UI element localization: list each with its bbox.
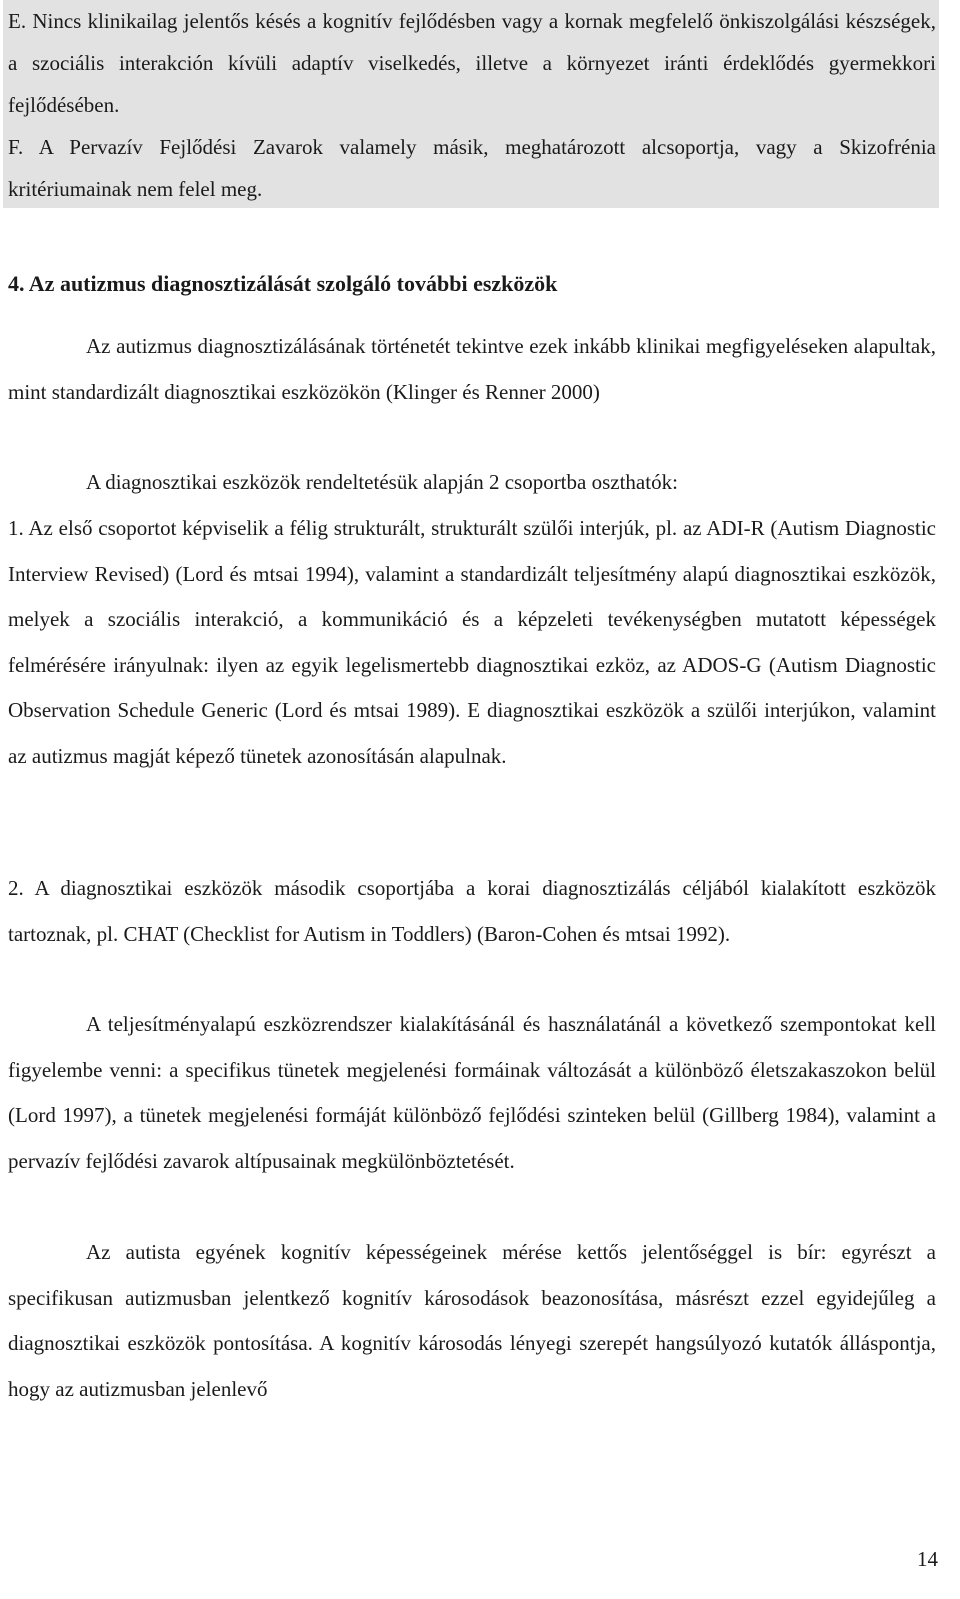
cognitive-paragraph: Az autista egyének kognitív képességeinek mérése kettős jelentőséggel is bír: egyrészt a specifikusan autizmusban jelentkező kognitív károsodások beazonosítása, másrészt ezzel egyidejűleg a diagnosztikai eszközök pontosítása. A kognitív károsodás lényegi szerepét hangsúlyozó kutatók álláspontja, hogy az autizmusban jelenlevő bbox=[8, 1240, 936, 1401]
list-item-1: 1. Az első csoportot képviselik a félig strukturált, strukturált szülői interjúk, pl. az ADI-R (Autism Diagnostic Interview Revised) (Lord és mtsai 1994), valamint a standardizált teljesítmény alapú diagnosztikai eszközök, melyek a szociális interakció, a kommunikáció és a képzeleti tevékenységben mutatott képességek felmérésére irányulnak: ilyen az egyik legelismertebb diagnosztikai ezköz, az ADOS-G (Autism Diagnostic Observation Schedule Generic (Lord és mtsai 1989). E diagnosztikai eszközök a szülői interjúkon, valamint az autizmus magját képező tünetek azonosításán alapulnak. bbox=[8, 516, 936, 768]
criteria-box bbox=[3, 0, 939, 208]
criterion-f-paragraph: F. A Pervazív Fejlődési Zavarok valamely másik, meghatározott alcsoportja, vagy a Skizofrénia kritériumainak nem felel meg. bbox=[8, 135, 936, 201]
list-item-2: 2. A diagnosztikai eszközök második csoportjába a korai diagnosztizálás céljából kialakított eszközök tartoznak, pl. CHAT (Checklist for Autism in Toddlers) (Baron-Cohen és mtsai 1992). bbox=[8, 876, 936, 946]
criterion-e-paragraph: E. Nincs klinikailag jelentős késés a kognitív fejlődésben vagy a kornak megfelelő önkiszolgálási készségek, a szociális interakción kívüli adaptív viselkedés, illetve a környezet iránti érdeklődés gyermekkori fejlődésében. bbox=[8, 9, 936, 117]
page-number: 14 bbox=[917, 1547, 938, 1571]
performance-paragraph: A teljesítményalapú eszközrendszer kialakításánál és használatánál a következő szempontokat kell figyelembe venni: a specifikus tünetek megjelenési formáinak változását a különböző életszakaszokon belül (Lord 1997), a tünetek megjelenési formáját különböző fejlődési szinteken belül (Gillberg 1984), valamint a pervazív fejlődési zavarok altípusainak megkülönböztetését. bbox=[8, 1012, 936, 1173]
purpose-paragraph: A diagnosztikai eszközök rendeltetésük alapján 2 csoportba oszthatók: bbox=[86, 470, 678, 494]
section-heading: 4. Az autizmus diagnosztizálását szolgáló további eszközök bbox=[8, 271, 558, 296]
intro-paragraph: Az autizmus diagnosztizálásának történetét tekintve ezek inkább klinikai megfigyeléseken alapultak, mint standardizált diagnosztikai eszközökön (Klinger és Renner 2000) bbox=[8, 334, 936, 404]
